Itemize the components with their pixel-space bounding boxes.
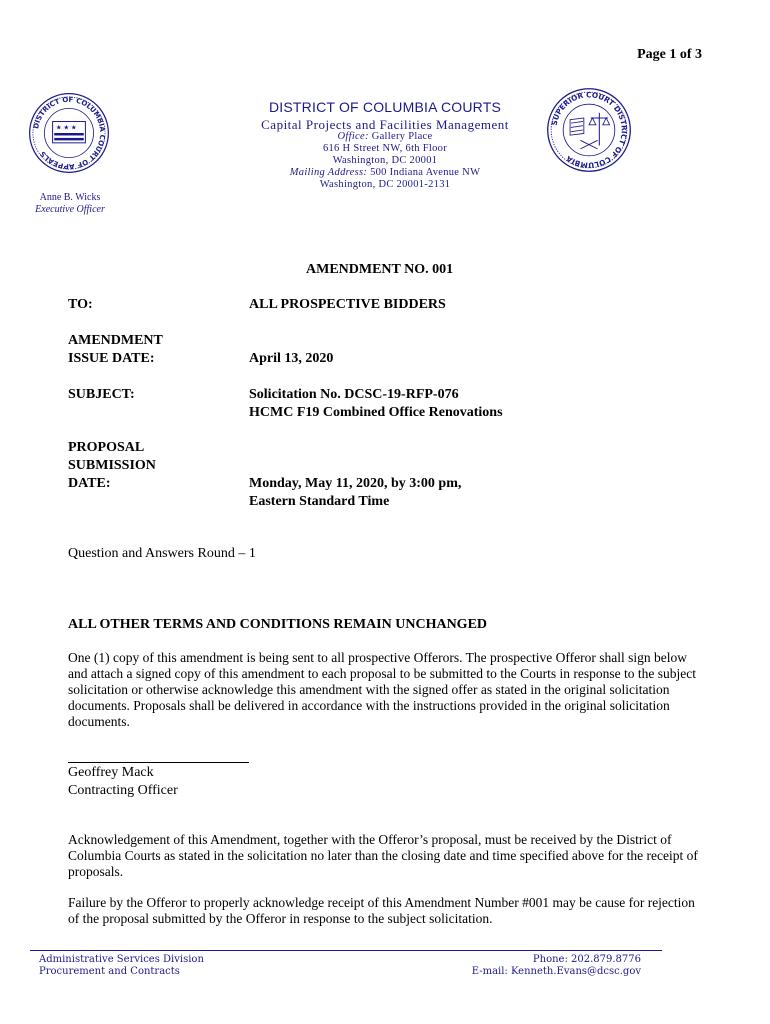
address-line-2: Washington, DC 20001 [332,155,438,166]
signature-line [68,762,249,763]
proposal-date-value [249,475,461,511]
seal-left-text: DISTRICT OF COLUMBIA COURT OF APPEALS [32,95,107,171]
footer-right [472,954,641,978]
to-value: ALL PROSPECTIVE BIDDERS [249,297,446,312]
office-line [0,131,770,142]
signer-title: Contracting Officer [68,783,178,798]
footer-department: Procurement and Contracts [39,966,180,977]
footer-divider [30,950,662,951]
executive-officer-name: Anne B. Wicks [39,192,101,203]
proposal-label-line-2: SUBMISSION [68,458,156,473]
proposal-value-line-1: Monday, May 11, 2020, by 3:00 pm, [249,476,462,491]
page-number: Page 1 of 3 [637,47,702,62]
subject-line-1: Solicitation No. DCSC-19-RFP-076 [249,387,459,402]
footer-left [39,954,204,978]
executive-officer-title: Executive Officer [35,204,105,215]
office-label: Office: [337,131,369,142]
signer-name: Geoffrey Mack [68,765,154,780]
svg-text:★ ★ ★: ★ ★ ★ [55,124,77,132]
issue-date-label [68,332,163,368]
address-line-1: 616 H Street NW, 6th Floor [322,143,448,154]
issue-label-line-1: AMENDMENT [68,333,163,348]
division-name: Capital Projects and Facilities Management [261,117,509,132]
mailing-line [0,167,770,178]
seal-right-text: SUPERIOR COURT DISTRICT OF COLUMBIA [549,90,629,170]
issue-label-line-2: ISSUE DATE: [68,351,155,366]
office-value: Gallery Place [368,131,433,142]
subject-line-2: HCMC F19 Combined Office Renovations [249,405,503,420]
subject-value [249,386,503,422]
proposal-value-line-2: Eastern Standard Time [249,494,390,509]
amendment-instructions: One (1) copy of this amendment is being sent to all prospective Offerors. The prospective Offeror shall sign below and attach a signed copy of this amendment to each proposal to be submitted to the Courts in response to the subject solicitation or otherwise acknowledge this amendment with the signed offer as stated in the original solicitation documents. Proposals shall be delivered in accordance with the instructions provided in the original solicitation documents. [68,650,696,729]
mailing-label: Mailing Address: [289,167,368,178]
proposal-date-label [68,439,156,493]
failure-paragraph: Failure by the Offeror to properly acknowledge receipt of this Amendment Number #001 may be cause for rejection of the proposal submitted by the Offeror in response to the subject solicitation. [68,895,695,926]
amendment-number: AMENDMENT NO. 001 [306,262,454,277]
footer-phone: Phone: 202.879.8776 [532,954,641,965]
footer-email[interactable]: E-mail: Kenneth.Evans@dcsc.gov [471,966,641,977]
subject-label: SUBJECT: [68,387,135,402]
acknowledgement-paragraph: Acknowledgement of this Amendment, together with the Offeror’s proposal, must be received by the District of Columbia Courts as stated in the solicitation no later than the closing date and time specified above for the receipt of proposals. [68,832,698,879]
qa-round-line: Question and Answers Round – 1 [68,546,256,561]
to-label: TO: [68,297,93,312]
proposal-label-line-1: PROPOSAL [68,440,145,455]
mailing-line-2: Washington, DC 20001-2131 [319,179,451,190]
mailing-value: 500 Indiana Avenue NW [367,167,481,178]
terms-heading: ALL OTHER TERMS AND CONDITIONS REMAIN UNCHANGED [68,617,488,632]
proposal-label-line-3: DATE: [68,476,111,491]
issue-date-value: April 13, 2020 [249,351,334,366]
footer-division: Administrative Services Division [39,954,204,965]
court-name: DISTRICT OF COLUMBIA COURTS [268,99,502,115]
